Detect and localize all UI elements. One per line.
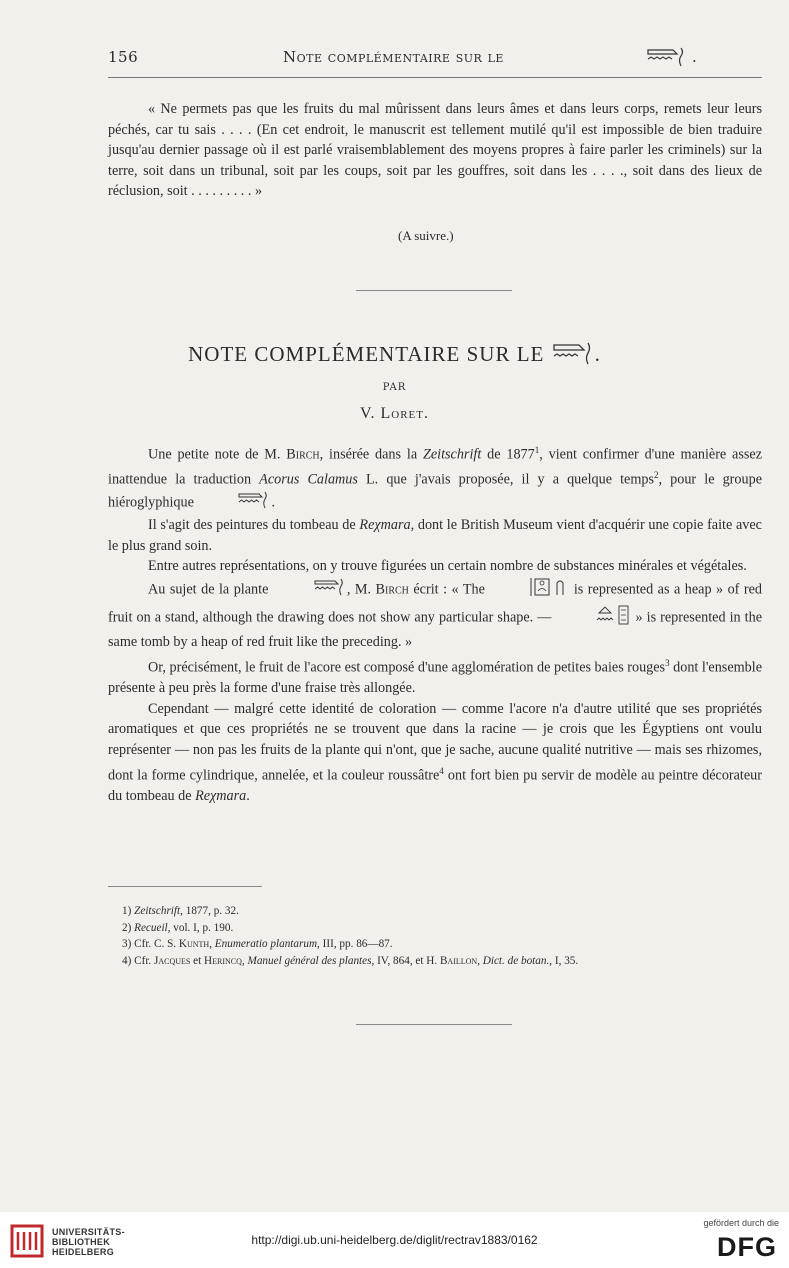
intro-paragraph-block <box>108 99 762 202</box>
article-body <box>108 440 762 806</box>
viewer-footer <box>0 1212 789 1268</box>
footnote-ref-3: 3 <box>665 657 670 668</box>
paragraph-1: Une petite note de M. Birch, insérée dans la Zeitschrift de 1877$^1$, vient confirmer d'une manière assez inattendue la traduction Acorus Calamus L. que j'avais proposée, il y a quelque temps$^2$, pour le groupe hiéroglyphique . <box>108 440 762 515</box>
dfg-logo: DFG <box>717 1232 777 1262</box>
water-hieroglyph-icon <box>555 604 631 633</box>
paragraph-3: Entre autres représentations, on y trouve figurées un certain nombre de substances minérales et végétales. <box>148 558 747 575</box>
footnotes <box>108 903 762 969</box>
footnote-ref-2: 2 <box>654 470 659 481</box>
intro-paragraph: « Ne permets pas que les fruits du mal mûrissent dans leurs âmes et dans leurs corps, remets leur leurs péchés, car tu sais . . . . (En cet endroit, le manuscrit est tellement mutilé qu'il est impossible de bien traduire jusqu'au dernier passage où il est parlé vraisemblablement des moyens propres à faire parler les criminels) sur la terre, soit dans un tribunal, soit par les coups, soit par les gouffres, soit dans les . . . ., soit dans des lieux de réclusion, soit . . . . . . . . . » <box>108 101 762 200</box>
footnote-1: 1) Zeitschrift, 1877, p. 32. <box>122 905 239 917</box>
footnote-2: 2) Recueil, vol. I, p. 190. <box>122 921 234 934</box>
footnote-ref-1: 1 <box>534 445 540 455</box>
footnote-separator <box>108 886 262 887</box>
running-title: Note complémentaire sur le <box>283 48 504 66</box>
by-line-par: PAR <box>382 382 407 393</box>
author-name: V. Loret. <box>360 405 429 422</box>
paragraph-4: Au sujet de la plante , M. Birch écrit : « The is represented as a heap » of red fruit on a stand, although the drawing does not show any particular shape. — » is represented in the same tomb by a heap of red fruit like the preceding. » <box>108 577 762 653</box>
page-number: 156 <box>108 48 139 66</box>
title-hieroglyph-icon <box>551 340 595 372</box>
paragraph-5: Or, précisément, le fruit de l'acore est composé d'une agglomération de petites baies rouges$^3$ dont l'ensemble présente à peu près la forme d'une fraise très allongée. <box>108 657 762 697</box>
hieroglyph-group-icon <box>273 578 347 603</box>
running-header <box>108 48 762 72</box>
funding-note: gefördert durch die <box>703 1218 779 1228</box>
article-title-text: NOTE COMPLÉMENTAIRE SUR LE <box>188 341 545 366</box>
article-title-period: . <box>594 341 601 366</box>
article-title <box>0 340 789 372</box>
hieroglyph-group-icon <box>645 46 689 72</box>
hieroglyph-group-icon <box>197 491 271 516</box>
paragraph-6: Cependant — malgré cette identité de coloration — comme l'acore n'a d'autre utilité que ses propriétés aromatiques et que ces propriétés ne se trouvent que dans la racine — je crois que les Égyptiens ont voulu représenter — non pas les fruits de la plante qui n'ont, que je sache, aucune qualité nutritive — mais ses rhizomes, dont la forme cylindrique, annelée, et la couleur roussâtre$^4$ ont fort bien pu servir de modèle au peintre décorateur du tombeau de Reχmara. <box>108 700 762 804</box>
footnote-ref-4: 4 <box>439 765 444 776</box>
a-suivre: (A suivre.) <box>398 228 454 243</box>
paragraph-2: Il s'agit des peintures du tombeau de Reχmara, dont le British Museum vient d'acquérir une copie faite avec le plus grand soin. <box>108 517 762 554</box>
end-divider <box>356 1024 512 1025</box>
running-title-period: . <box>692 48 698 66</box>
library-name: UNIVERSITÄTS- BIBLIOTHEK HEIDELBERG <box>52 1227 125 1257</box>
permalink-url[interactable]: http://digi.ub.uni-heidelberg.de/diglit/rectrav1883/0162 <box>251 1233 538 1247</box>
header-rule <box>108 77 762 78</box>
footnote-4: 4) Cfr. Jacques et Herincq, Manuel général des plantes, IV, 864, et H. Baillon, Dict. de botan., I, 35. <box>122 954 579 967</box>
section-divider <box>356 290 512 291</box>
seated-figure-hieroglyph-icon <box>489 577 569 604</box>
footnote-3: 3) Cfr. C. S. Kunth, Enumeratio plantarum, III, pp. 86—87. <box>122 938 393 950</box>
